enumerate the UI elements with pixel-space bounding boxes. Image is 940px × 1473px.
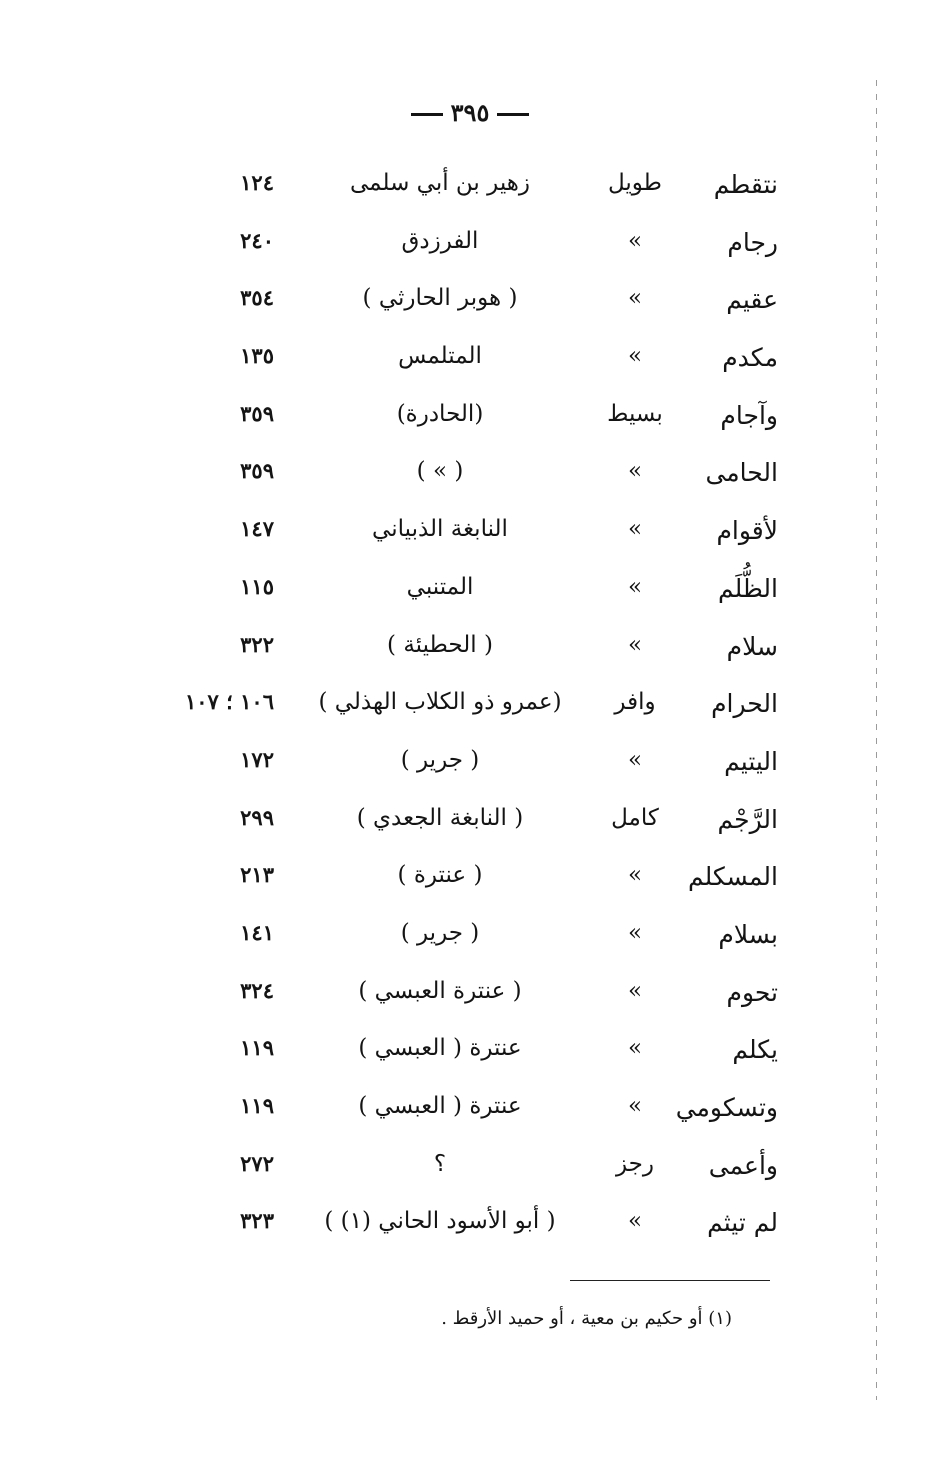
poet-name: ( الحطيئة ) [387, 631, 493, 658]
meter-name: » [627, 919, 643, 946]
index-row [0, 797, 940, 855]
meter-name: » [627, 1035, 643, 1062]
meter-name: » [627, 862, 643, 889]
poet-name: زهير بن أبي سلمى [349, 170, 531, 196]
rhyme-word: وتسكومي [675, 1093, 778, 1122]
poet-name: ( عنترة ) [397, 862, 483, 889]
index-row [0, 277, 940, 335]
index-row [0, 1085, 940, 1143]
rhyme-word: وأعمى [708, 1150, 778, 1180]
poet-name: ( هوبر الحارثي ) [362, 285, 518, 312]
rhyme-word: نتقطم [713, 170, 778, 199]
page-reference: ١٧٢ [240, 746, 274, 772]
page-number-text: ٣٩٥ [450, 98, 490, 127]
poet-name: عنترة ( العبسي ) [358, 1093, 522, 1119]
poet-name: ( النابغة الجعدي ) [356, 804, 524, 831]
meter-name: رجز [615, 1150, 654, 1177]
meter-name: » [627, 573, 643, 600]
page-reference: ٣٢٤ [240, 977, 274, 1003]
page-number [0, 98, 940, 127]
page-reference: ١٤٧ [240, 516, 274, 542]
meter-name: بسيط [607, 400, 663, 427]
page-reference: ٣٢٣ [240, 1208, 274, 1234]
poet-name: ؟ [433, 1150, 447, 1177]
page-reference: ٢٤٠ [240, 227, 274, 253]
rhyme-word: وآجام [720, 400, 778, 430]
meter-name: » [627, 1093, 643, 1119]
meter-name: » [627, 631, 643, 658]
rhyme-word: تحوم [726, 977, 778, 1007]
page-number-dash-left [411, 113, 443, 116]
page-reference: ١٠٦ ؛ ١٠٧ [185, 689, 274, 715]
meter-name: » [627, 977, 643, 1004]
rhyme-word: الحامى [705, 458, 778, 488]
page-reference: ١١٥ [240, 573, 274, 599]
poet-name: المتلمس [398, 343, 482, 370]
rhyme-word: الرَّجْم [717, 804, 778, 834]
index-row [0, 1200, 940, 1258]
index-row [0, 220, 940, 278]
meter-name: » [627, 285, 643, 312]
page-reference: ٣٢٢ [240, 631, 274, 657]
verse-index-table [0, 162, 940, 1258]
meter-name: » [627, 458, 643, 485]
poet-name: ( أبو الأسود الحاني (١) ) [324, 1208, 556, 1235]
meter-name: » [627, 227, 643, 254]
rhyme-word: مكدم [722, 343, 778, 373]
footnote-rule [570, 1280, 770, 1281]
meter-name: كامل [611, 804, 659, 831]
poet-name: (عمرو ذو الكلاب الهذلي ) [318, 689, 562, 716]
poet-name: الفرزدق [401, 227, 479, 254]
page-reference: ١٢٤ [240, 170, 274, 195]
rhyme-word: الحرام [711, 689, 778, 719]
index-row [0, 335, 940, 393]
page-number-dash-right [497, 113, 529, 116]
meter-name: » [627, 1208, 643, 1235]
rhyme-word: لم تيثم [707, 1208, 778, 1238]
page-reference: ٢٧٢ [240, 1150, 274, 1176]
poet-name: ( جرير ) [400, 919, 480, 946]
rhyme-word: سلام [726, 631, 778, 661]
poet-name: النابغة الذبياني [372, 516, 508, 543]
index-row [0, 508, 940, 566]
index-row [0, 162, 940, 220]
index-row [0, 970, 940, 1028]
meter-name: طويل [607, 170, 662, 196]
page-reference: ١١٩ [240, 1035, 274, 1061]
index-row [0, 393, 940, 451]
page-reference: ٣٥٩ [240, 400, 274, 426]
page-reference: ٢١٣ [240, 862, 274, 888]
page-reference: ١١٩ [240, 1093, 274, 1118]
index-row [0, 681, 940, 739]
index-row [0, 739, 940, 797]
index-row [0, 1143, 940, 1201]
meter-name: » [627, 746, 643, 773]
page-reference: ١٣٥ [240, 343, 274, 369]
poet-name: ( عنترة العبسي ) [358, 977, 522, 1004]
rhyme-word: بسلام [718, 919, 778, 949]
poet-name: ( جرير ) [400, 746, 480, 773]
footnote: (١) أو حكيم بن معية ، أو حميد الأرقط . [441, 1308, 732, 1329]
meter-name: » [627, 516, 643, 543]
index-row [0, 624, 940, 682]
poet-name: (الحادرة) [396, 400, 484, 427]
rhyme-word: يكلم [732, 1035, 778, 1065]
poet-name: عنترة ( العبسي ) [358, 1035, 522, 1062]
rhyme-word: الظُّلَم [718, 573, 778, 603]
rhyme-word: عقيم [726, 285, 778, 315]
page-reference: ٢٩٩ [240, 804, 274, 830]
meter-name: وافر [614, 689, 656, 716]
poet-name: ( » ) [416, 458, 464, 485]
page-reference: ٣٥٤ [240, 285, 274, 311]
index-row [0, 912, 940, 970]
meter-name: » [627, 343, 643, 370]
page-reference: ١٤١ [240, 919, 274, 945]
rhyme-word: المسكلم [687, 862, 778, 892]
index-row [0, 854, 940, 912]
index-row [0, 450, 940, 508]
index-row [0, 566, 940, 624]
index-row [0, 1027, 940, 1085]
rhyme-word: اليتيم [724, 746, 778, 776]
poet-name: المتنبي [406, 573, 474, 600]
page-reference: ٣٥٩ [240, 458, 274, 484]
rhyme-word: رجام [727, 227, 778, 257]
rhyme-word: لأقوام [716, 516, 778, 546]
